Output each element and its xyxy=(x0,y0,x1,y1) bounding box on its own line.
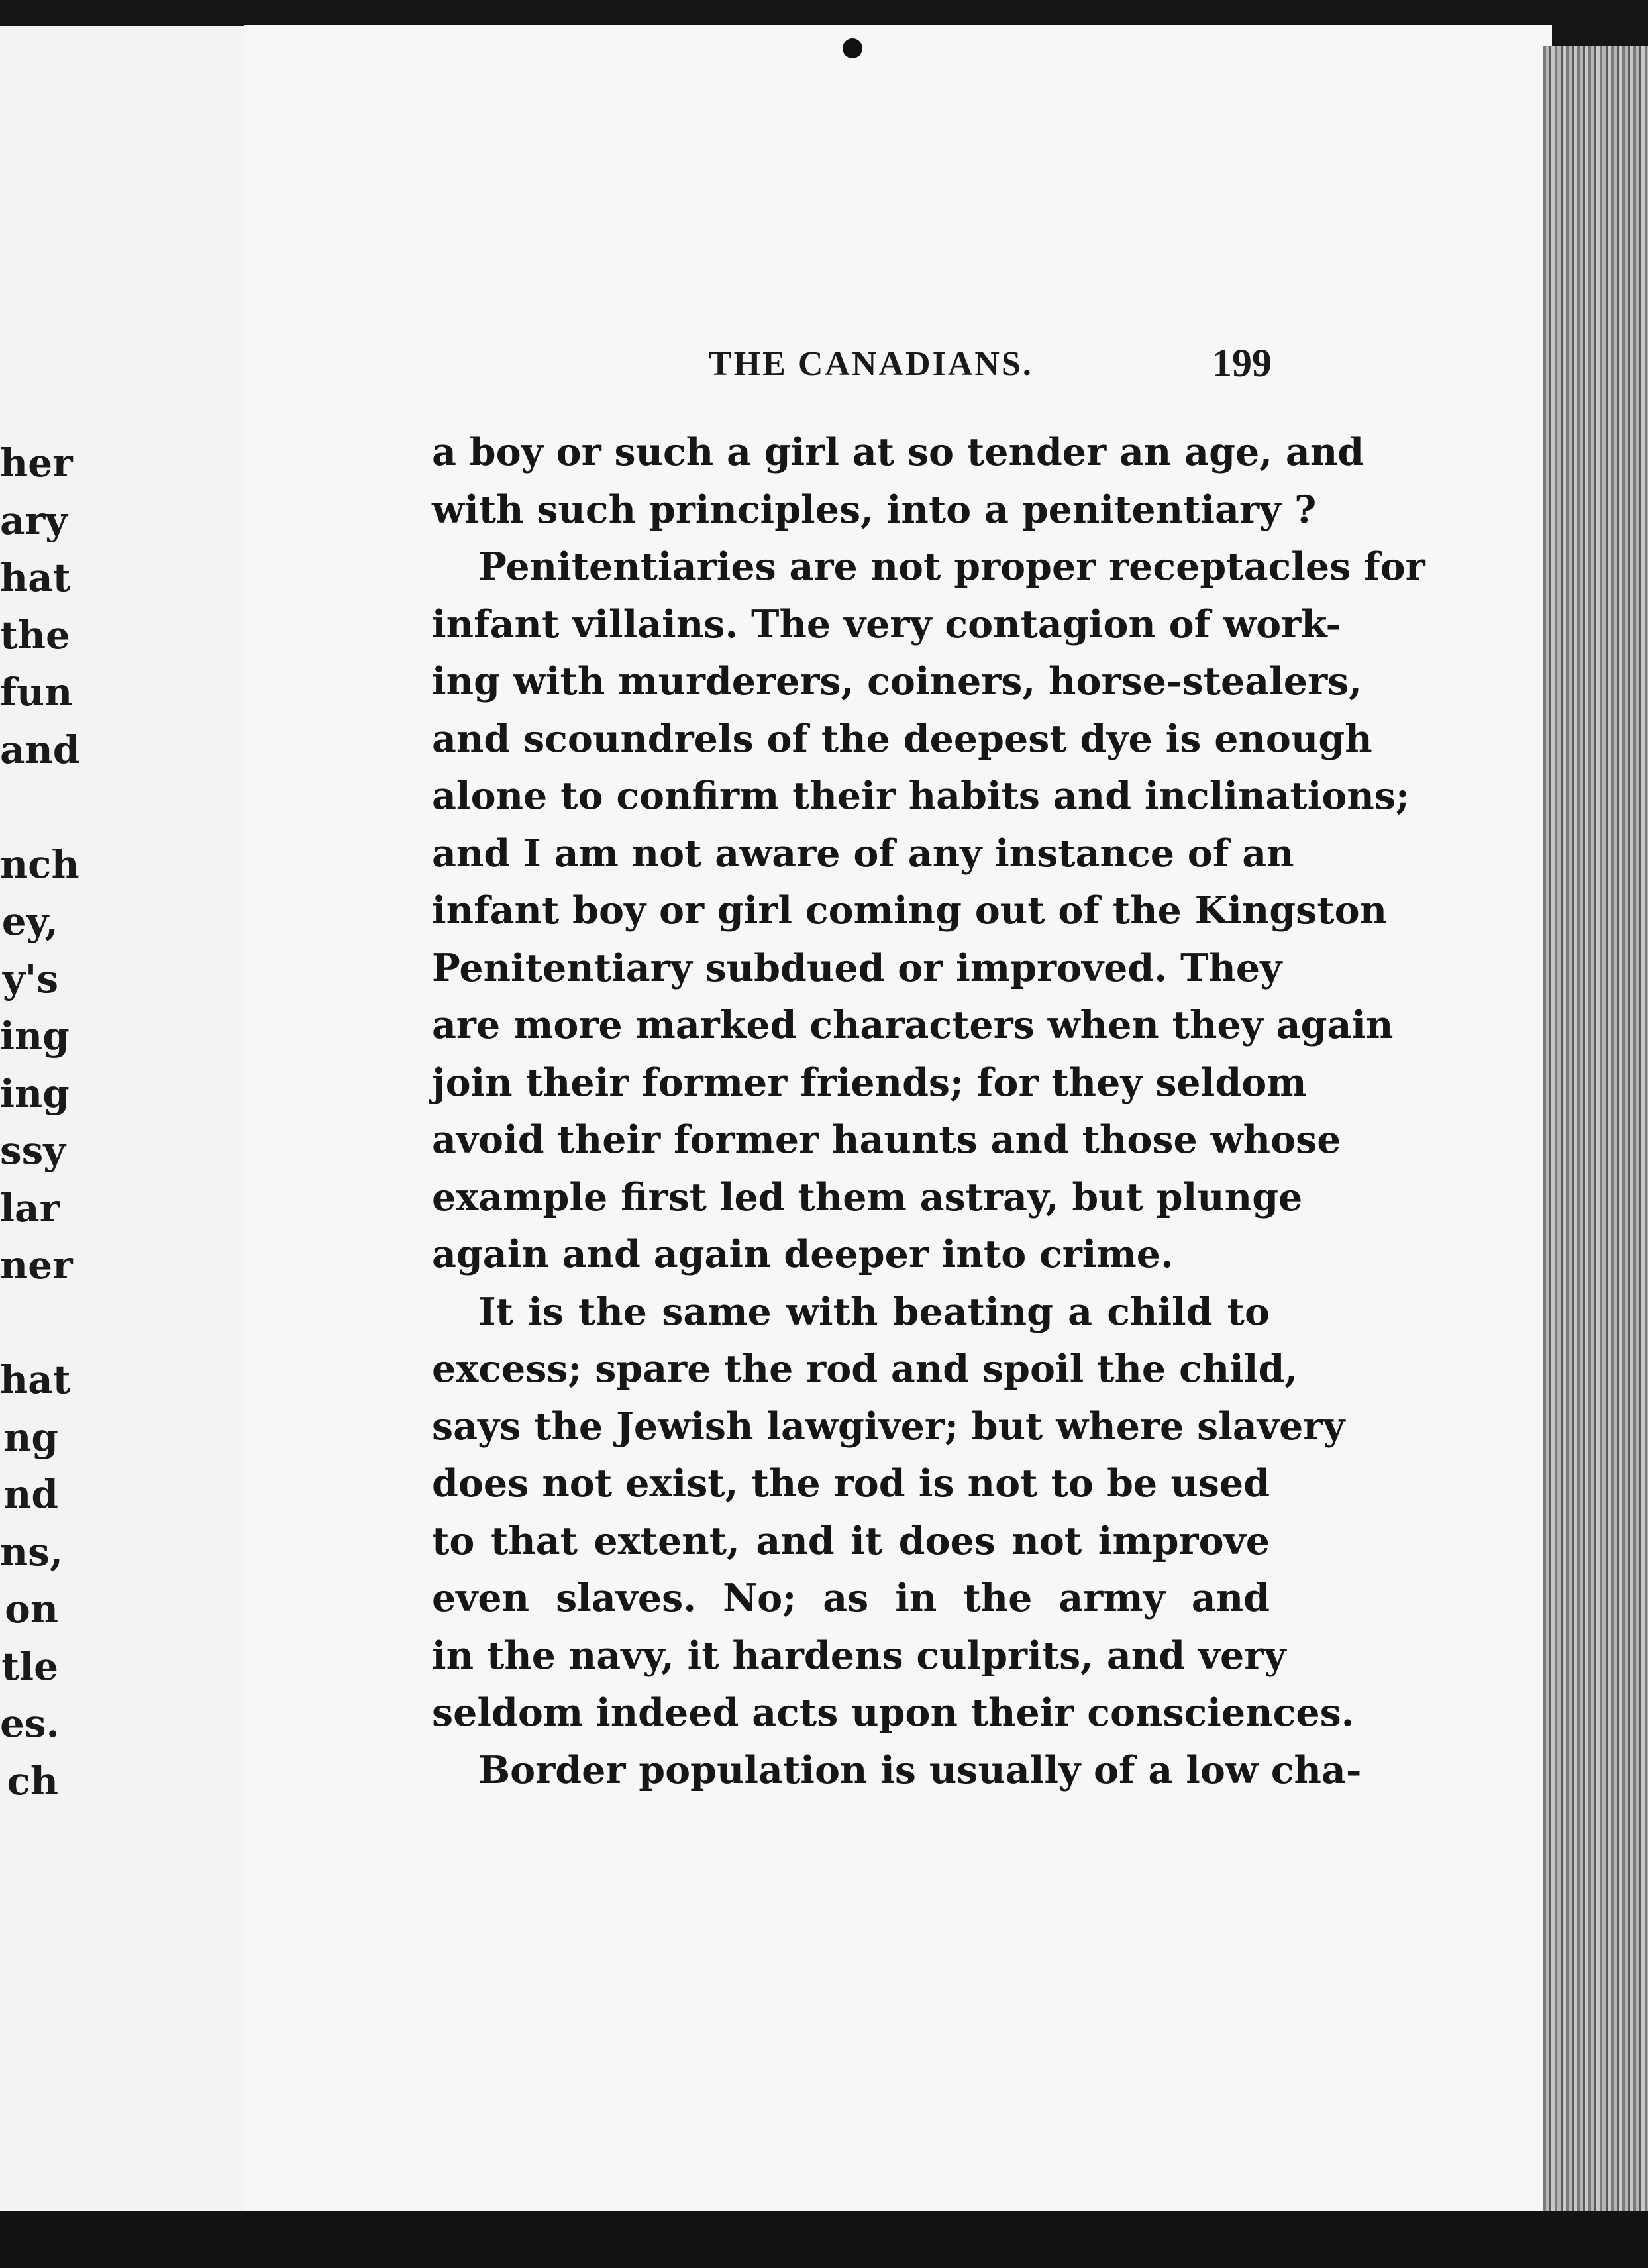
left-fragment: ch xyxy=(7,1758,58,1804)
text-line: avoid their former haunts and those whose xyxy=(432,1117,1341,1162)
text-line: does not exist, the rod is not to be used xyxy=(432,1461,1270,1506)
running-header xyxy=(437,341,1272,397)
left-fragment: y's xyxy=(2,956,58,1002)
left-fragment: and xyxy=(0,727,80,772)
left-fragment: ner xyxy=(0,1243,73,1288)
text-line: with such principles, into a penitentiary ? xyxy=(432,487,1317,532)
text-line: and scoundrels of the deepest dye is enough xyxy=(432,716,1372,761)
left-fragment: tle xyxy=(1,1643,58,1689)
text-line: seldom indeed acts upon their consciences. xyxy=(432,1690,1355,1735)
left-fragment: fun xyxy=(0,670,73,715)
text-line: excess; spare the rod and spoil the child, xyxy=(432,1347,1298,1391)
left-fragment: ns, xyxy=(0,1529,64,1574)
text-line: to that extent, and it does not improve xyxy=(432,1518,1270,1563)
header-title: THE CANADIANS. xyxy=(709,345,1033,383)
left-fragment: the xyxy=(0,612,70,658)
left-fragment: nd xyxy=(3,1472,58,1517)
left-fragment: ary xyxy=(0,497,68,543)
body-text xyxy=(432,424,1425,1799)
left-fragment: on xyxy=(5,1586,58,1631)
text-line: even slaves. No; as in the army and xyxy=(432,1576,1270,1620)
left-fragment: ey, xyxy=(1,899,58,944)
left-fragment: ng xyxy=(3,1414,58,1460)
text-line: says the Jewish lawgiver; but where slavery xyxy=(432,1404,1345,1449)
left-fragment: nch xyxy=(0,841,79,887)
left-fragment: hat xyxy=(0,555,71,600)
bottom-edge xyxy=(0,2211,1648,2268)
text-line: ing with murderers, coiners, horse-stealers, xyxy=(432,659,1363,703)
fore-edge xyxy=(1543,46,1648,2219)
text-line: alone to confirm their habits and inclinations; xyxy=(432,774,1410,818)
text-line: Border population is usually of a low cha- xyxy=(478,1747,1362,1792)
left-fragment: hat xyxy=(0,1357,71,1402)
left-fragment: her xyxy=(0,440,73,486)
left-fragment: ing xyxy=(0,1070,70,1116)
left-fragment: lar xyxy=(0,1185,60,1231)
page-number: 199 xyxy=(1212,341,1272,385)
left-fragment: ing xyxy=(0,1013,70,1058)
text-line: join their former friends; for they seldom xyxy=(432,1060,1307,1105)
text-line: infant boy or girl coming out of the Kingston xyxy=(432,888,1388,933)
text-line: Penitentiaries are not proper receptacles for xyxy=(478,544,1425,589)
text-line: are more marked characters when they again xyxy=(432,1003,1394,1047)
text-line: in the navy, it hardens culprits, and very xyxy=(432,1633,1286,1678)
text-line: example first led them astray, but plunge xyxy=(432,1174,1303,1219)
text-line: a boy or such a girl at so tender an age, and xyxy=(432,430,1365,474)
left-page xyxy=(0,26,258,2212)
left-fragment: ssy xyxy=(0,1128,66,1173)
text-line: Penitentiary subdued or improved. They xyxy=(432,945,1282,990)
spine-dot xyxy=(843,38,862,58)
left-fragment: es. xyxy=(0,1701,60,1746)
text-line: again and again deeper into crime. xyxy=(432,1232,1174,1276)
text-line: and I am not aware of any instance of an xyxy=(432,831,1294,876)
text-line: It is the same with beating a child to xyxy=(478,1289,1270,1334)
text-line: infant villains. The very contagion of work- xyxy=(432,601,1341,646)
